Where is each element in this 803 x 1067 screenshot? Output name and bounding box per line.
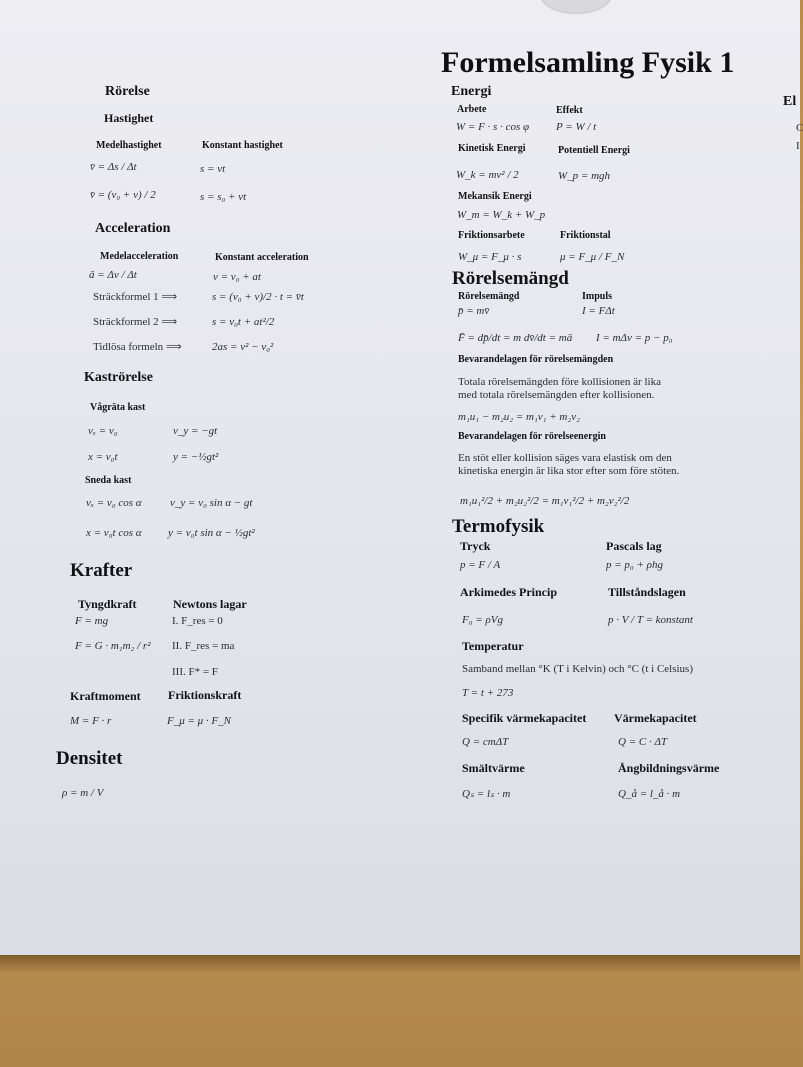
label-strackformel-1: Sträckformel 1 ⟹: [93, 291, 178, 303]
section-heading-acceleration: Acceleration: [95, 221, 171, 236]
formula: Q = cmΔT: [462, 736, 509, 748]
formula: F = G · m₁m₂ / r²: [75, 640, 151, 652]
section-heading-energi: Energi: [451, 84, 492, 99]
label-strackformel-2: Sträckformel 2 ⟹: [93, 316, 178, 328]
text-line: med totala rörelsemängden efter kollisionen.: [458, 389, 655, 401]
label-effekt: Effekt: [556, 105, 583, 116]
subheading-bevarandelagen-rorelseenergin: Bevarandelagen för rörelseenergin: [458, 431, 606, 442]
label-specifik-varmekapacitet: Specifik värmekapacitet: [462, 711, 587, 725]
formula: s = (v₀ + v)/2 · t = v̄t: [212, 291, 304, 303]
formula: y = v₀t sin α − ½gt²: [168, 527, 255, 539]
formula: W_μ = F_μ · s: [458, 251, 522, 263]
formula: v̄ = (v₀ + v) / 2: [90, 189, 156, 201]
formula: v_y = −gt: [173, 425, 218, 437]
subheading-vagrata-kast: Vågräta kast: [90, 402, 146, 413]
formula: Q_å = l_å · m: [618, 788, 681, 800]
label-pascals-lag: Pascals lag: [606, 539, 662, 553]
formula: Q = C · ΔT: [618, 736, 668, 748]
formula: W_k = mv² / 2: [456, 169, 519, 181]
text-line: Samband mellan °K (T i Kelvin) och °C (t i Celsius): [462, 663, 694, 675]
section-heading-termofysik: Termofysik: [452, 516, 545, 537]
cut-off-text: I: [796, 140, 800, 152]
formula: ā = Δv / Δt: [89, 269, 137, 281]
paper-shadow: [0, 955, 800, 973]
formula: v_y = v₀ sin α − gt: [170, 497, 253, 509]
page-title: Formelsamling Fysik 1: [441, 46, 735, 79]
formula: p = F / A: [460, 559, 501, 571]
formula: s = v₀t + at²/2: [212, 316, 275, 328]
formula: Qₛ = lₛ · m: [462, 788, 511, 800]
formula: I = mΔv = p − p₀: [596, 332, 673, 344]
formula: W = F · s · cos φ: [456, 121, 530, 133]
formula: ρ = m / V: [62, 787, 104, 799]
text-line: Totala rörelsemängden före kollisionen är lika: [458, 376, 661, 388]
formula: T = t + 273: [462, 687, 514, 699]
formula: vₓ = v₀ cos α: [86, 497, 142, 509]
formula: III. F* = F: [172, 666, 218, 678]
label-tidlosa-formeln: Tidlösa formeln ⟹: [93, 341, 182, 353]
formula: μ = F_μ / F_N: [560, 251, 625, 263]
section-heading-kastrorelse: Kaströrelse: [84, 370, 153, 385]
formula: 2as = v² − v₀²: [212, 341, 274, 353]
formula: m₁u₁ − m₂u₂ = m₁v₁ + m₂v₂: [458, 411, 580, 423]
formula: II. F_res = ma: [172, 640, 235, 652]
label-temperatur: Temperatur: [462, 639, 524, 653]
formula: I = FΔt: [582, 305, 615, 317]
label-tillstandslagen: Tillståndslagen: [608, 585, 686, 599]
formula: W_m = W_k + W_p: [457, 209, 546, 221]
label-kinetisk-energi: Kinetisk Energi: [458, 143, 526, 154]
formula: s = s₀ + vt: [200, 191, 247, 203]
formula: x = v₀t: [88, 451, 118, 463]
text-line: kinetiska energin är lika stor efter som före stöten.: [458, 465, 680, 477]
formula: F̄ = dp̄/dt = m dv̄/dt = mā: [458, 332, 573, 344]
formula: W_p = mgh: [558, 170, 611, 182]
disc-object: [540, 0, 612, 14]
formula: x = v₀t cos α: [86, 527, 142, 539]
formula: I. F_res = 0: [172, 615, 223, 627]
label-rorelsemangd: Rörelsemängd: [458, 291, 520, 302]
section-heading-densitet: Densitet: [56, 748, 123, 769]
formula: p = p₀ + ρhg: [606, 559, 663, 571]
label-mekansik-energi: Mekansik Energi: [458, 191, 532, 202]
formula: F = mg: [75, 615, 109, 627]
text-line: En stöt eller kollision säges vara elastisk om den: [458, 452, 672, 464]
formula: m₁u₁²/2 + m₂u₂²/2 = m₁v₁²/2 + m₂v₂²/2: [460, 495, 630, 507]
label-arbete: Arbete: [457, 104, 487, 115]
formula: v̄ = Δs / Δt: [90, 161, 137, 173]
subheading-hastighet: Hastighet: [104, 111, 154, 125]
label-medelhastighet: Medelhastighet: [96, 140, 162, 151]
section-heading-rorelse: Rörelse: [105, 84, 150, 99]
label-konstant-hastighet: Konstant hastighet: [202, 140, 283, 151]
formula: M = F · r: [70, 715, 112, 727]
subheading-tyngdkraft: Tyngdkraft: [78, 597, 137, 611]
cut-off-text: C: [796, 122, 803, 134]
formula: vₓ = v₀: [88, 425, 118, 437]
label-angbildningsvarme: Ångbildningsvärme: [618, 761, 720, 775]
label-impuls: Impuls: [582, 291, 613, 302]
formula: y = −½gt²: [173, 451, 219, 463]
label-friktionstal: Friktionstal: [560, 230, 611, 241]
label-smaltvarme: Smältvärme: [462, 761, 525, 775]
label-tryck: Tryck: [460, 539, 491, 553]
subheading-bevarandelagen-rorelsemangd: Bevarandelagen för rörelsemängden: [458, 354, 614, 365]
section-heading-krafter: Krafter: [70, 560, 133, 581]
formula: p̄ = mv̄: [458, 305, 490, 317]
section-heading-rorelsemangd: Rörelsemängd: [452, 268, 569, 289]
label-potentiell-energi: Potentiell Energi: [558, 145, 630, 156]
formula: p · V / T = konstant: [608, 614, 693, 626]
subheading-sneda-kast: Sneda kast: [85, 475, 132, 486]
formula: F_μ = μ · F_N: [167, 715, 231, 727]
label-varmekapacitet: Värmekapacitet: [614, 711, 697, 725]
label-medelacceleration: Medelacceleration: [100, 251, 179, 262]
formula: F₀ = ρVg: [462, 614, 503, 626]
label-konstant-acceleration: Konstant acceleration: [215, 252, 309, 263]
formula: s = vt: [200, 163, 226, 175]
cut-off-heading: El: [783, 94, 797, 109]
subheading-newtons-lagar: Newtons lagar: [173, 597, 247, 611]
label-arkimedes-princip: Arkimedes Princip: [460, 585, 557, 599]
formula: v = v₀ + at: [213, 271, 261, 283]
subheading-kraftmoment: Kraftmoment: [70, 689, 141, 703]
formula: P = W / t: [556, 121, 597, 133]
subheading-friktionskraft: Friktionskraft: [168, 688, 242, 702]
label-friktionsarbete: Friktionsarbete: [458, 230, 525, 241]
